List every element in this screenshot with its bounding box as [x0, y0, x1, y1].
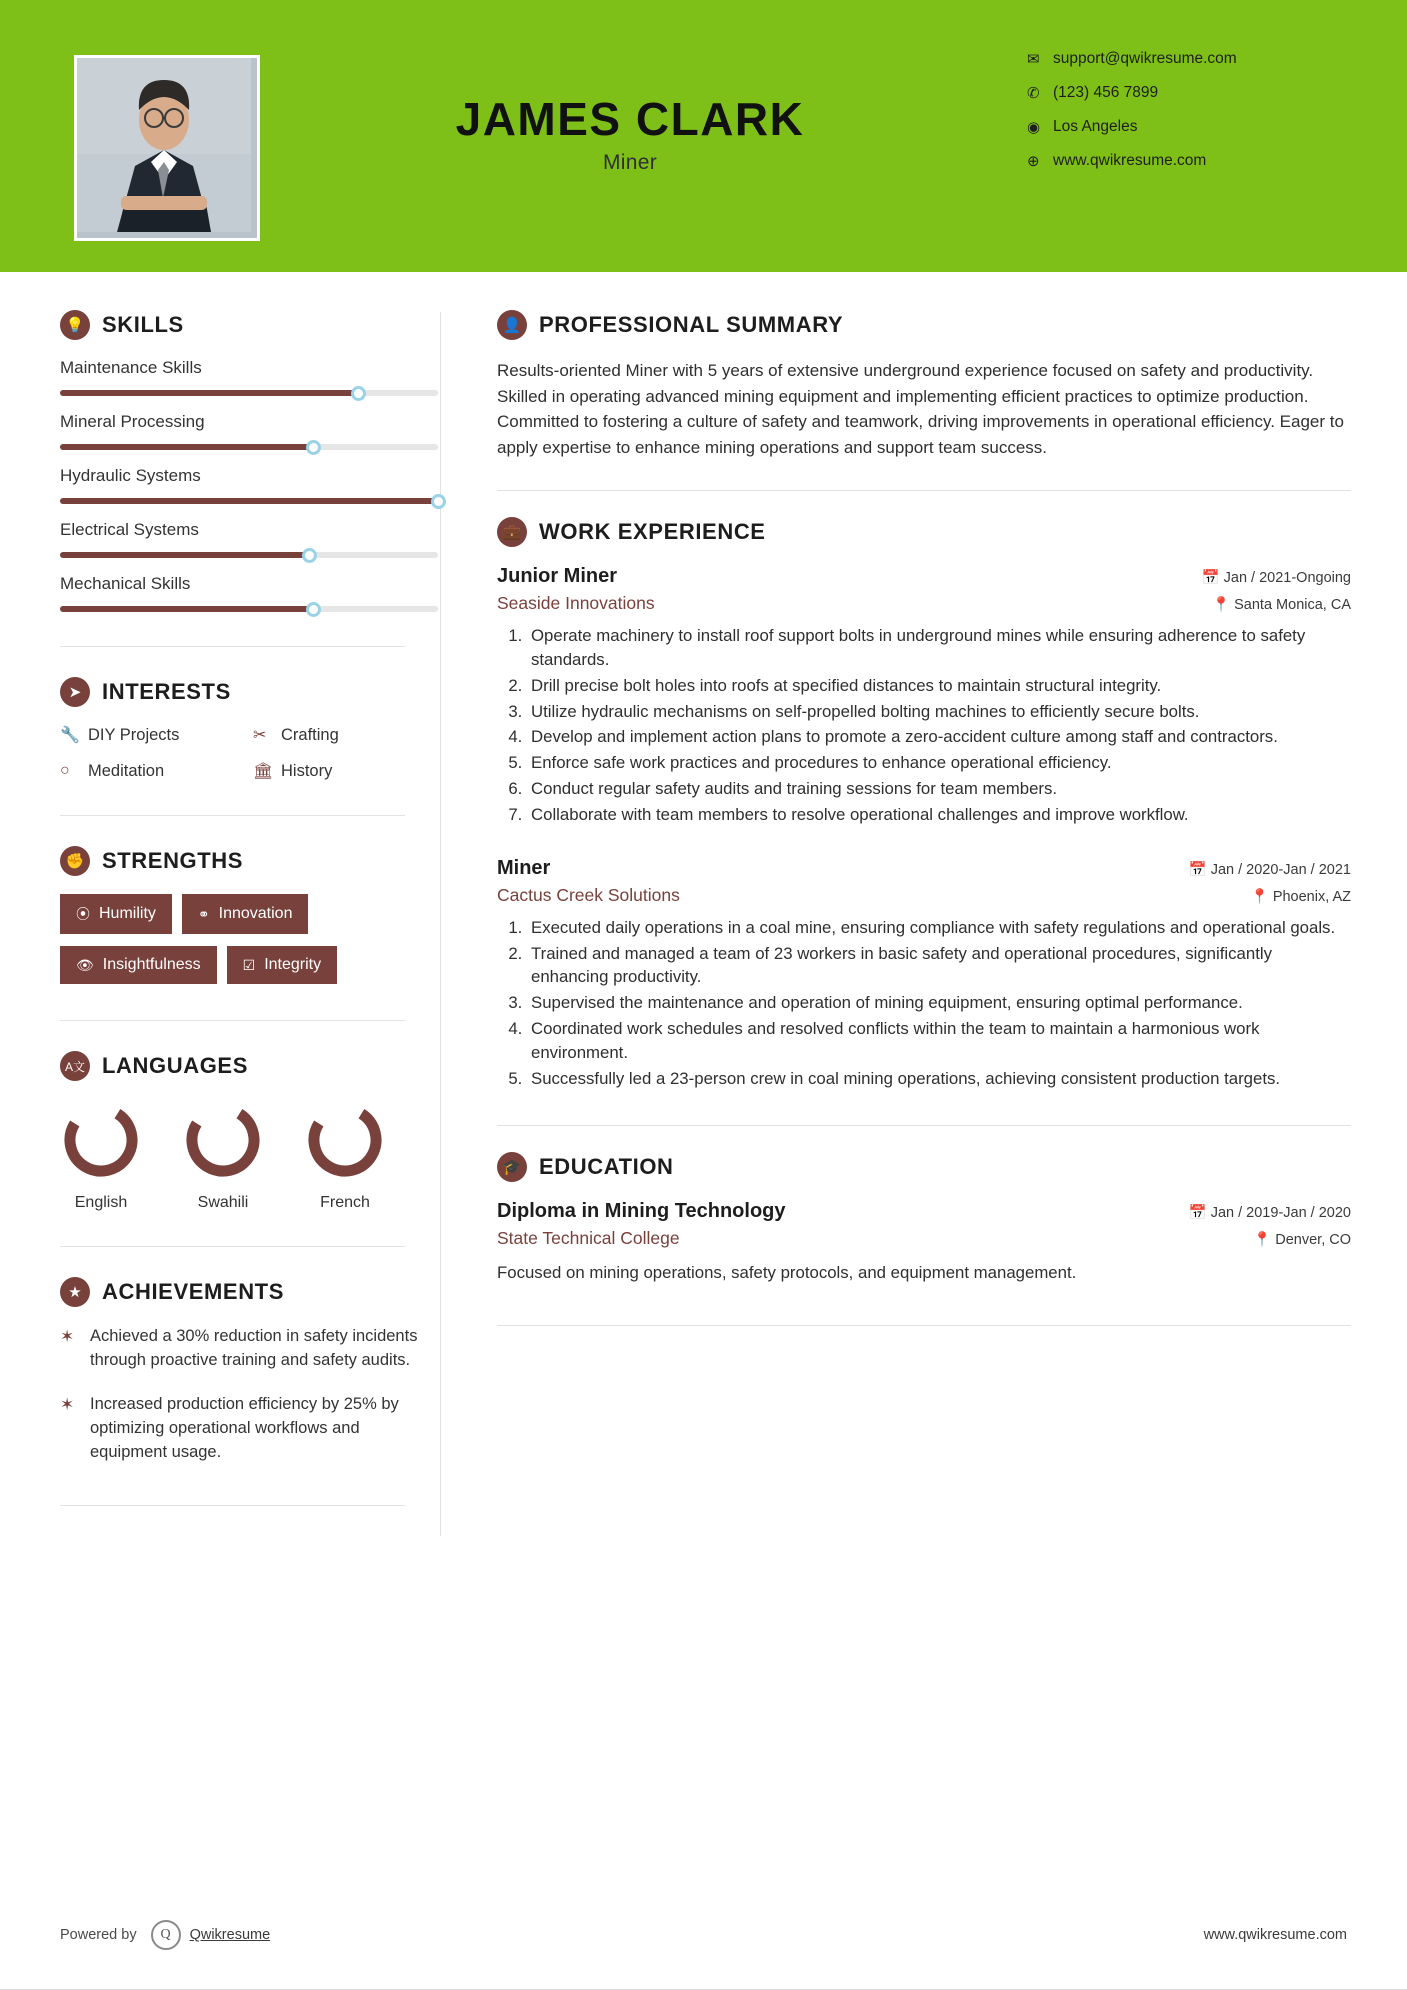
strengths-heading	[60, 846, 440, 876]
strength-chip	[182, 894, 309, 934]
job-bullet: 5. Successfully led a 23-person crew in coal mining operations, achieving consistent production targets.	[527, 1067, 1351, 1091]
interest-item	[60, 725, 247, 745]
strength-chip	[227, 946, 337, 984]
achievement-item	[60, 1325, 440, 1373]
divider	[497, 1125, 1351, 1126]
job-dates-value: Jan / 2020-Jan / 2021	[1210, 861, 1351, 878]
circle-icon: ○	[60, 762, 70, 779]
language-label: French	[320, 1194, 370, 1211]
location-icon: ◉	[1027, 119, 1041, 136]
job-dates	[1202, 569, 1351, 586]
experience-item	[497, 565, 1351, 827]
footer-website[interactable]: www.qwikresume.com	[1203, 1927, 1347, 1943]
job-role: Miner	[497, 856, 551, 879]
scissors-icon: ✂	[253, 727, 267, 744]
education-dates	[1189, 1204, 1351, 1221]
divider	[60, 815, 405, 816]
footer	[0, 1920, 1407, 1950]
language-item	[304, 1099, 386, 1212]
divider	[497, 1325, 1351, 1326]
divider	[60, 646, 405, 647]
skills-heading	[60, 310, 440, 340]
achievement-text: Increased production efficiency by 25% by optimizing operational workflows and equipment usage.	[90, 1394, 399, 1461]
skill-knob	[351, 386, 366, 401]
resume-header	[0, 0, 1407, 272]
language-item	[60, 1099, 142, 1212]
skill-knob	[302, 548, 317, 563]
experience-item	[497, 857, 1351, 1091]
job-location-value: Phoenix, AZ	[1272, 888, 1351, 905]
contact-phone-value: (123) 456 7899	[1053, 84, 1159, 101]
fist-icon: ✊	[60, 846, 90, 876]
strength-label: Humility	[99, 905, 156, 922]
languages-title: LANGUAGES	[102, 1053, 248, 1078]
strength-chip	[60, 894, 172, 934]
skill-item	[60, 466, 440, 504]
language-label: Swahili	[197, 1194, 249, 1211]
person-icon: 👤	[497, 310, 527, 340]
skill-knob	[306, 440, 321, 455]
strength-chip	[60, 946, 217, 984]
skills-title: SKILLS	[102, 312, 184, 337]
divider	[497, 490, 1351, 491]
language-donut	[182, 1099, 264, 1181]
skill-knob	[431, 494, 446, 509]
language-donut	[60, 1099, 142, 1181]
education-dates-value: Jan / 2019-Jan / 2020	[1210, 1204, 1351, 1221]
divider	[60, 1020, 405, 1021]
section-languages	[60, 1051, 440, 1212]
star-icon: ✶	[60, 1394, 75, 1414]
job-dates-value: Jan / 2021-Ongoing	[1223, 570, 1351, 586]
star-badge-icon: ★	[60, 1277, 90, 1307]
interest-item	[253, 725, 440, 745]
leaf-icon: ⦿	[76, 906, 90, 922]
interest-label: Crafting	[281, 725, 339, 744]
divider	[60, 1246, 405, 1247]
graduation-icon: 🎓	[497, 1152, 527, 1182]
job-location	[1212, 596, 1351, 613]
skill-item	[60, 358, 440, 396]
location-pin-icon: 📍	[1253, 1231, 1272, 1248]
language-label: English	[74, 1194, 128, 1211]
main-content	[441, 272, 1407, 1536]
wrench-icon: 🔧	[60, 727, 80, 744]
skill-label: Mineral Processing	[60, 412, 205, 431]
calendar-icon: 📅	[1201, 570, 1220, 586]
contact-website[interactable]	[1027, 152, 1347, 170]
skill-label: Maintenance Skills	[60, 358, 202, 377]
language-item	[182, 1099, 264, 1212]
eye-icon: 👁	[76, 956, 94, 973]
job-bullet: 4. Develop and implement action plans to promote a zero-accident culture among staff and contractors.	[527, 725, 1351, 749]
phone-icon: ✆	[1027, 85, 1040, 102]
powered-by-label: Powered by	[60, 1927, 137, 1943]
location-pin-icon: 📍	[1212, 597, 1231, 613]
achievement-item	[60, 1393, 440, 1465]
section-skills	[60, 310, 440, 612]
strength-label: Innovation	[218, 905, 293, 922]
education-location	[1253, 1231, 1351, 1248]
school-name: State Technical College	[497, 1227, 680, 1248]
job-bullet: 1. Operate machinery to install roof support bolts in underground mines while ensuring adherence to safety standards.	[527, 624, 1351, 672]
skill-bar	[60, 552, 438, 558]
sidebar	[0, 272, 440, 1536]
skill-bar	[60, 606, 438, 612]
resume-body	[0, 272, 1407, 1536]
section-education	[497, 1152, 1351, 1285]
interest-item	[60, 761, 247, 781]
section-summary	[497, 310, 1351, 460]
job-bullet: 3. Utilize hydraulic mechanisms on self-propelled bolting machines to efficiently secure bolts.	[527, 700, 1351, 724]
section-strengths	[60, 846, 440, 986]
skill-label: Electrical Systems	[60, 520, 199, 539]
job-role: Junior Miner	[497, 565, 618, 587]
calendar-icon: 📅	[1188, 861, 1207, 878]
skill-label: Hydraulic Systems	[60, 466, 201, 485]
achievements-title: ACHIEVEMENTS	[102, 1279, 284, 1304]
section-achievements	[60, 1277, 440, 1465]
interests-title: INTERESTS	[102, 679, 231, 704]
skill-item	[60, 574, 440, 612]
achievements-heading	[60, 1277, 440, 1307]
job-company: Cactus Creek Solutions	[497, 884, 680, 905]
experience-title: WORK EXPERIENCE	[539, 519, 766, 544]
contact-phone[interactable]	[1027, 84, 1347, 102]
interest-label: Meditation	[88, 761, 165, 780]
avatar	[74, 55, 260, 241]
section-experience	[497, 517, 1351, 1091]
job-location-value: Santa Monica, CA	[1234, 597, 1351, 613]
contact-location	[1027, 118, 1347, 136]
name-block	[300, 95, 960, 175]
divider	[60, 1505, 405, 1506]
achievement-text: Achieved a 30% reduction in safety incidents through proactive training and safety audits.	[90, 1327, 418, 1369]
location-pin-icon: 📍	[1250, 888, 1269, 905]
briefcase-icon: 💼	[497, 517, 527, 547]
job-title: Miner	[602, 151, 657, 175]
summary-heading	[497, 310, 1351, 340]
brand-link[interactable]: Qwikresume	[189, 1927, 271, 1943]
contact-email-value: support@qwikresume.com	[1053, 50, 1237, 67]
skill-knob	[306, 602, 321, 617]
education-title: EDUCATION	[539, 1153, 674, 1179]
education-location-value: Denver, CO	[1275, 1231, 1351, 1248]
job-bullet: 2. Trained and managed a team of 23 workers in basic safety and operational procedures, significantly enhancing productivity.	[527, 942, 1351, 990]
experience-heading	[497, 517, 1351, 547]
page-title: JAMES CLARK	[455, 93, 805, 145]
job-bullet: 7. Collaborate with team members to resolve operational challenges and improve workflow.	[527, 803, 1351, 827]
check-box-icon: ☑	[242, 956, 256, 973]
summary-text: Results-oriented Miner with 5 years of extensive underground experience focused on safety and productivity. Skilled in operating advanced mining equipment and implementing efficient practices to optimize production. Committed to fostering a culture of safety and teamwork, driving improvements in operational efficiency. Eager to apply expertise to enhance mining operations and support team success.	[497, 361, 1344, 457]
send-icon: ➤	[60, 677, 90, 707]
job-bullet: 5. Enforce safe work practices and procedures to enhance operational efficiency.	[527, 751, 1351, 775]
section-interests	[60, 677, 440, 781]
job-bullet: 6. Conduct regular safety audits and training sessions for team members.	[527, 777, 1351, 801]
education-item	[497, 1200, 1351, 1285]
bulb-icon: 💡	[60, 310, 90, 340]
strength-label: Integrity	[264, 956, 322, 973]
contact-email[interactable]	[1027, 50, 1347, 68]
job-dates	[1189, 861, 1351, 878]
language-donut	[304, 1099, 386, 1181]
skill-bar	[60, 498, 438, 504]
job-bullets	[497, 624, 1351, 827]
bulb-icon: ⚭	[197, 905, 210, 922]
calendar-icon: 📅	[1188, 1204, 1207, 1221]
strengths-title: STRENGTHS	[102, 848, 244, 873]
languages-heading	[60, 1051, 440, 1081]
job-bullet: 2. Drill precise bolt holes into roofs at specified distances to maintain structural integrity.	[527, 674, 1351, 698]
job-bullet: 4. Coordinated work schedules and resolved conflicts within the team to maintain a harmonious work environment.	[527, 1017, 1351, 1065]
interests-heading	[60, 677, 440, 707]
translate-icon: A文	[60, 1051, 90, 1081]
contact-location-value: Los Angeles	[1053, 118, 1138, 135]
degree-title: Diploma in Mining Technology	[497, 1199, 786, 1222]
job-bullets	[497, 916, 1351, 1091]
job-location	[1251, 888, 1351, 905]
skill-bar	[60, 390, 438, 396]
qwikresume-logo-icon: Q	[151, 1920, 181, 1950]
bank-icon: 🏛	[253, 763, 274, 780]
skill-bar	[60, 444, 438, 450]
skill-item	[60, 520, 440, 558]
interest-item	[253, 761, 440, 781]
job-bullet: 3. Supervised the maintenance and operation of mining equipment, ensuring optimal performance.	[527, 991, 1351, 1015]
globe-icon: ⊕	[1027, 153, 1040, 170]
interest-label: History	[281, 761, 333, 780]
summary-title: PROFESSIONAL SUMMARY	[539, 312, 844, 337]
contact-list	[1027, 50, 1347, 186]
skill-label: Mechanical Skills	[60, 574, 191, 593]
interest-label: DIY Projects	[88, 725, 180, 744]
skill-item	[60, 412, 440, 450]
education-description: Focused on mining operations, safety protocols, and equipment management.	[497, 1262, 1077, 1282]
job-company: Seaside Innovations	[497, 593, 655, 613]
education-heading	[497, 1152, 1351, 1182]
mail-icon: ✉	[1027, 51, 1040, 68]
strength-label: Insightfulness	[102, 956, 201, 973]
contact-website-value: www.qwikresume.com	[1053, 152, 1207, 169]
star-icon: ✶	[60, 1327, 75, 1346]
job-bullet: 1. Executed daily operations in a coal mine, ensuring compliance with safety regulations and operational goals.	[527, 916, 1351, 940]
